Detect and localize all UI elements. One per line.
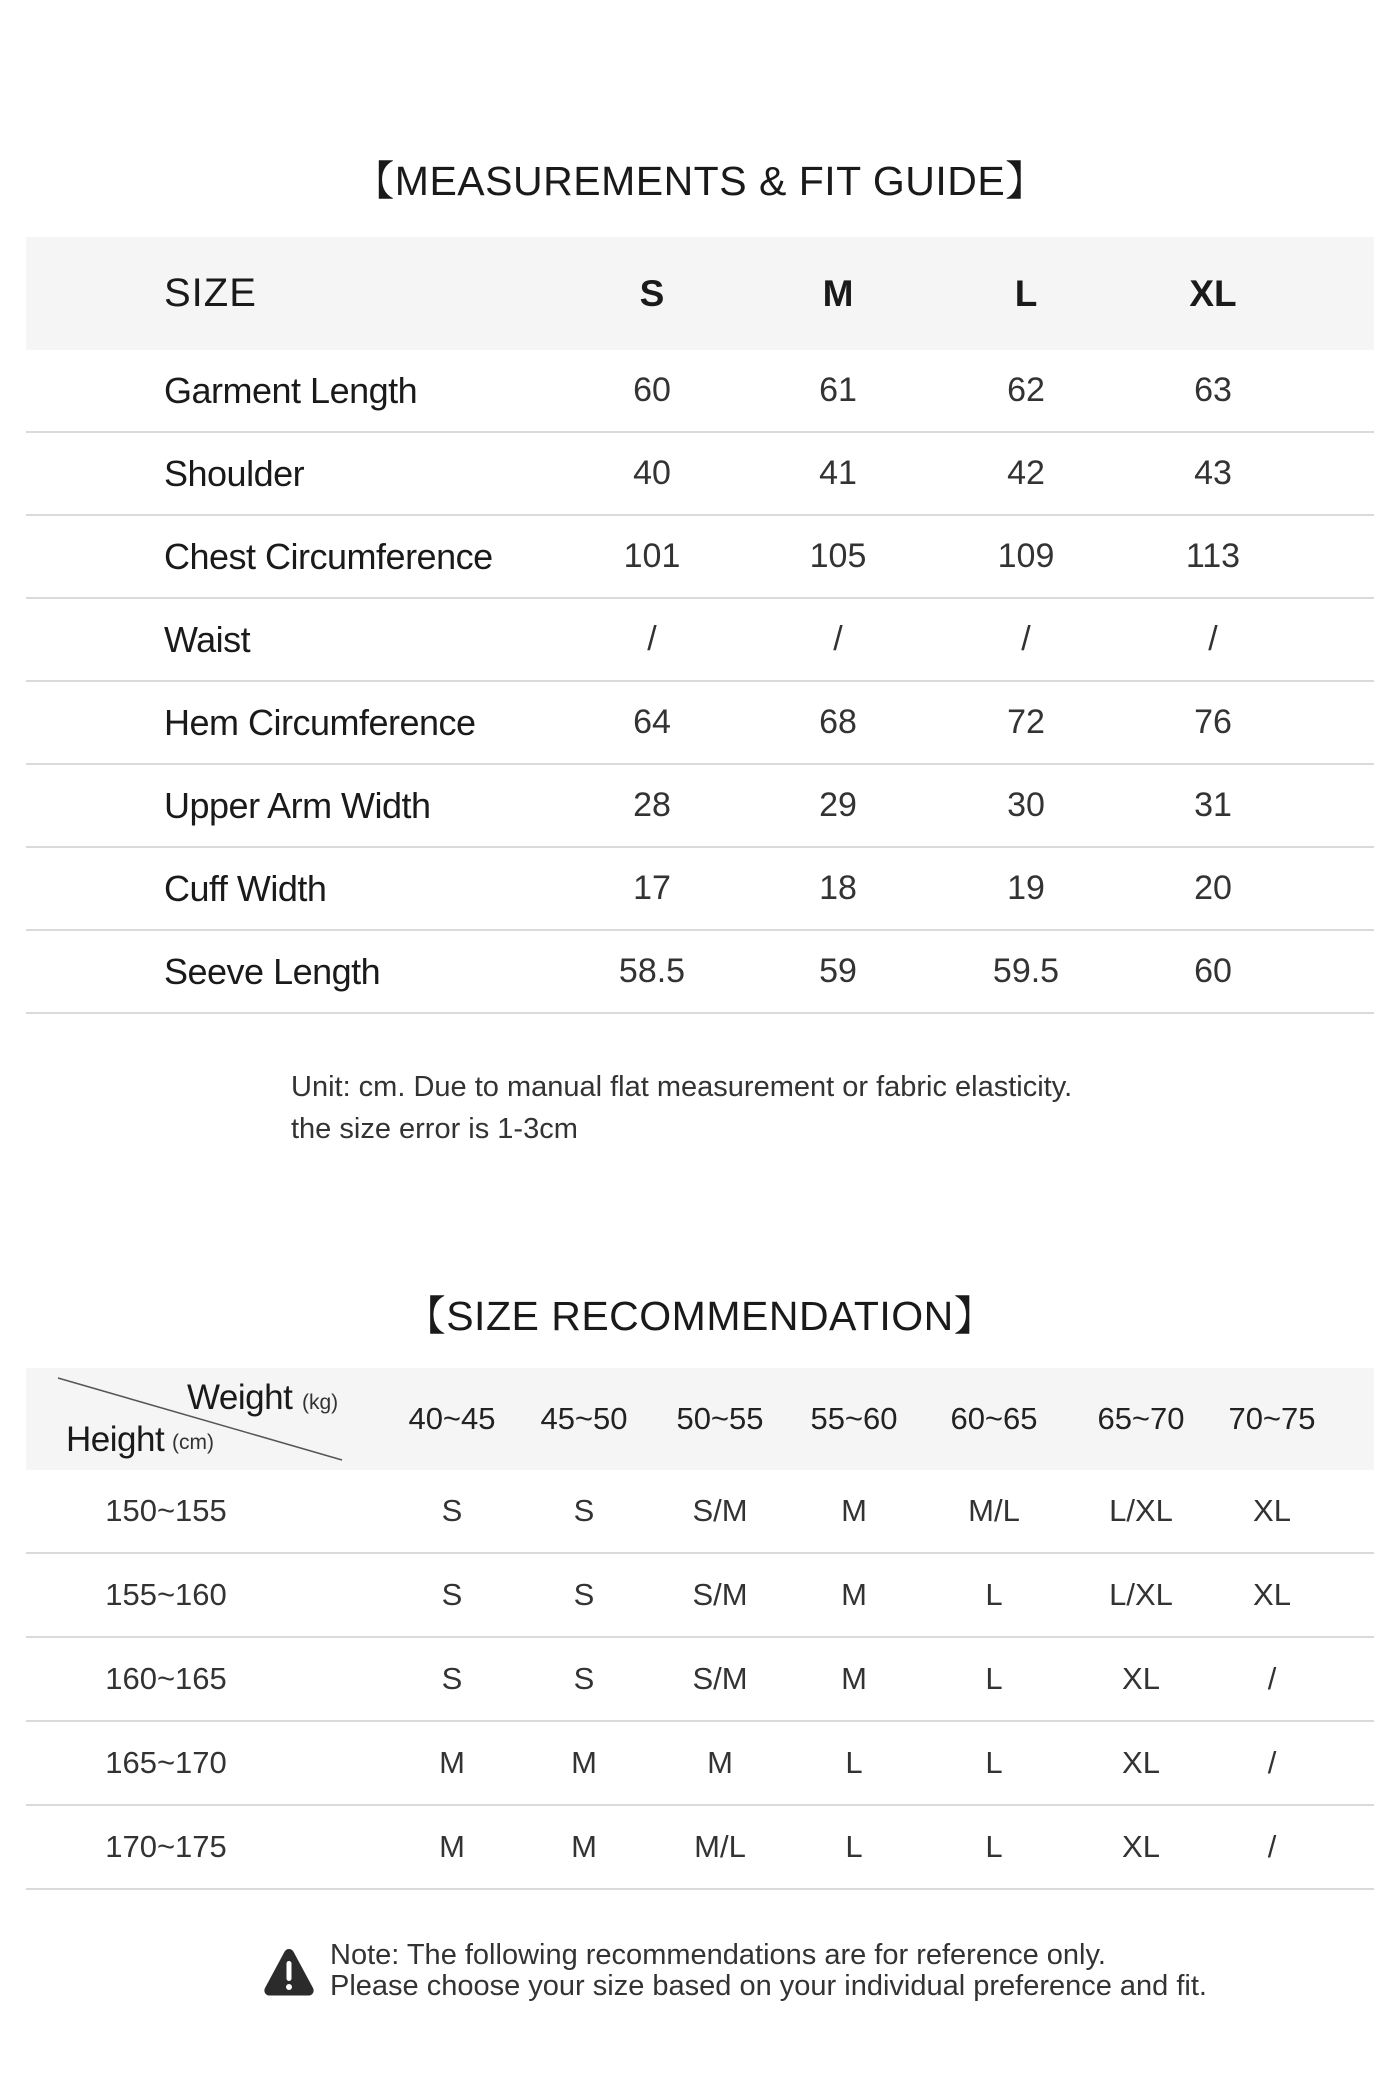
table-cell: M: [571, 1829, 597, 1864]
table-cell: S: [441, 1493, 463, 1528]
table-cell: 59.5: [992, 952, 1060, 990]
table-row: [26, 1722, 1374, 1806]
weight-header: 60~65: [950, 1401, 1038, 1436]
table-cell: L/XL: [1109, 1577, 1173, 1612]
weight-unit: (kg): [302, 1391, 339, 1414]
table-cell: S/M: [692, 1577, 748, 1612]
table-row: [26, 682, 1374, 765]
table-cell: /: [647, 620, 657, 658]
table-cell: 59: [819, 952, 857, 990]
table-cell: 68: [819, 703, 857, 741]
height-cell: 160~165: [105, 1661, 227, 1696]
table-cell: L: [845, 1745, 863, 1780]
recommendation-table: [26, 1368, 1374, 1890]
height-cell: 155~160: [105, 1577, 227, 1612]
size-header-l: L: [1014, 272, 1038, 314]
row-label: Garment Length: [164, 369, 418, 411]
table-cell: 109: [997, 537, 1055, 575]
table-cell: 105: [809, 537, 867, 575]
weight-header: 55~60: [810, 1401, 898, 1436]
weight-header: 50~55: [676, 1401, 764, 1436]
size-header-m: M: [822, 272, 854, 314]
weight-label: Weight: [187, 1378, 293, 1417]
row-label: Shoulder: [164, 452, 305, 494]
weight-header: 65~70: [1097, 1401, 1185, 1436]
table-cell: 62: [1007, 371, 1045, 409]
table-cell: 72: [1007, 703, 1045, 741]
table-cell: M/L: [694, 1829, 746, 1864]
table-cell: S/M: [692, 1493, 748, 1528]
row-label: Cuff Width: [164, 867, 327, 909]
table-cell: M: [841, 1493, 867, 1528]
table-cell: 41: [819, 454, 857, 492]
table-row: [26, 1638, 1374, 1722]
table-cell: XL: [1122, 1661, 1160, 1696]
table-cell: XL: [1253, 1577, 1291, 1612]
weight-header: 40~45: [408, 1401, 496, 1436]
warning-icon: [262, 1946, 316, 2000]
footer-note-line-2: Please choose your size based on your individual preference and fit.: [330, 1970, 1207, 2002]
footer-note-line-1: Note: The following recommendations are for reference only.: [330, 1939, 1106, 1971]
table-cell: 76: [1194, 703, 1232, 741]
table-cell: L/XL: [1109, 1493, 1173, 1528]
table-cell: 101: [623, 537, 681, 575]
table-cell: XL: [1122, 1745, 1160, 1780]
table-cell: XL: [1122, 1829, 1160, 1864]
height-cell: 170~175: [105, 1829, 227, 1864]
table-cell: L: [985, 1661, 1003, 1696]
weight-header: 45~50: [540, 1401, 628, 1436]
height-cell: 165~170: [105, 1745, 227, 1780]
table-cell: L: [985, 1745, 1003, 1780]
table-row: [26, 848, 1374, 931]
table-cell: M: [707, 1745, 733, 1780]
table-cell: M: [841, 1661, 867, 1696]
table-cell: 60: [633, 371, 671, 409]
table-cell: 30: [1007, 786, 1045, 824]
table-cell: 60: [1194, 952, 1232, 990]
table-cell: 28: [633, 786, 671, 824]
unit-note: [291, 1066, 1191, 1150]
size-header-s: S: [639, 272, 665, 314]
table-cell: S: [573, 1577, 595, 1612]
table-cell: 64: [633, 703, 671, 741]
table-cell: /: [833, 620, 843, 658]
table-cell: 29: [819, 786, 857, 824]
weight-header: 70~75: [1228, 1401, 1316, 1436]
header-corner: [26, 1368, 356, 1470]
height-unit: (cm): [172, 1431, 214, 1454]
measurements-table: [26, 237, 1374, 1014]
table-cell: 43: [1194, 454, 1232, 492]
table-cell: 58.5: [618, 952, 686, 990]
table-cell: M/L: [968, 1493, 1020, 1528]
table-cell: XL: [1253, 1493, 1291, 1528]
table-cell: L: [985, 1829, 1003, 1864]
table-cell: S: [441, 1577, 463, 1612]
row-label: Waist: [164, 618, 251, 660]
table-cell: 18: [819, 869, 857, 907]
table-cell: S: [441, 1661, 463, 1696]
table-cell: /: [1267, 1661, 1277, 1696]
table-cell: S: [573, 1493, 595, 1528]
table-cell: /: [1267, 1745, 1277, 1780]
measurements-title: 【MEASUREMENTS & FIT GUIDE】: [353, 158, 1047, 204]
table-cell: M: [439, 1745, 465, 1780]
unit-note-line-1: Unit: cm. Due to manual flat measurement or fabric elasticity.: [291, 1071, 1073, 1103]
table-cell: L: [845, 1829, 863, 1864]
footer-note-text: [330, 1940, 1280, 2002]
table-row: [26, 1554, 1374, 1638]
table-cell: /: [1267, 1829, 1277, 1864]
measurements-header-row: [26, 237, 1374, 350]
row-label: Chest Circumference: [164, 535, 493, 577]
table-cell: /: [1208, 620, 1218, 658]
row-label: Upper Arm Width: [164, 784, 431, 826]
table-cell: /: [1021, 620, 1031, 658]
table-cell: S/M: [692, 1661, 748, 1696]
table-cell: 20: [1194, 869, 1232, 907]
recommendation-header-row: [26, 1368, 1374, 1470]
size-header-xl: XL: [1189, 272, 1237, 314]
unit-note-line-2: the size error is 1-3cm: [291, 1113, 578, 1145]
size-header-label: SIZE: [164, 271, 257, 315]
recommendation-title: 【SIZE RECOMMENDATION】: [404, 1293, 996, 1339]
table-cell: M: [571, 1745, 597, 1780]
table-cell: 61: [819, 371, 857, 409]
table-cell: 17: [633, 869, 671, 907]
table-row: [26, 350, 1374, 433]
table-row: [26, 1806, 1374, 1890]
table-cell: 19: [1007, 869, 1045, 907]
table-row: [26, 765, 1374, 848]
table-row: [26, 599, 1374, 682]
table-cell: M: [439, 1829, 465, 1864]
table-cell: 63: [1194, 371, 1232, 409]
table-cell: L: [985, 1577, 1003, 1612]
table-row: [26, 516, 1374, 599]
table-cell: 31: [1194, 786, 1232, 824]
table-cell: 42: [1007, 454, 1045, 492]
table-cell: 40: [633, 454, 671, 492]
table-cell: 113: [1185, 537, 1241, 575]
table-cell: M: [841, 1577, 867, 1612]
row-label: Hem Circumference: [164, 701, 476, 743]
table-row: [26, 433, 1374, 516]
row-label: Seeve Length: [164, 950, 381, 992]
table-row: [26, 1470, 1374, 1554]
height-label: Height: [66, 1420, 165, 1459]
table-row: [26, 931, 1374, 1014]
height-cell: 150~155: [105, 1493, 227, 1528]
table-cell: S: [573, 1661, 595, 1696]
